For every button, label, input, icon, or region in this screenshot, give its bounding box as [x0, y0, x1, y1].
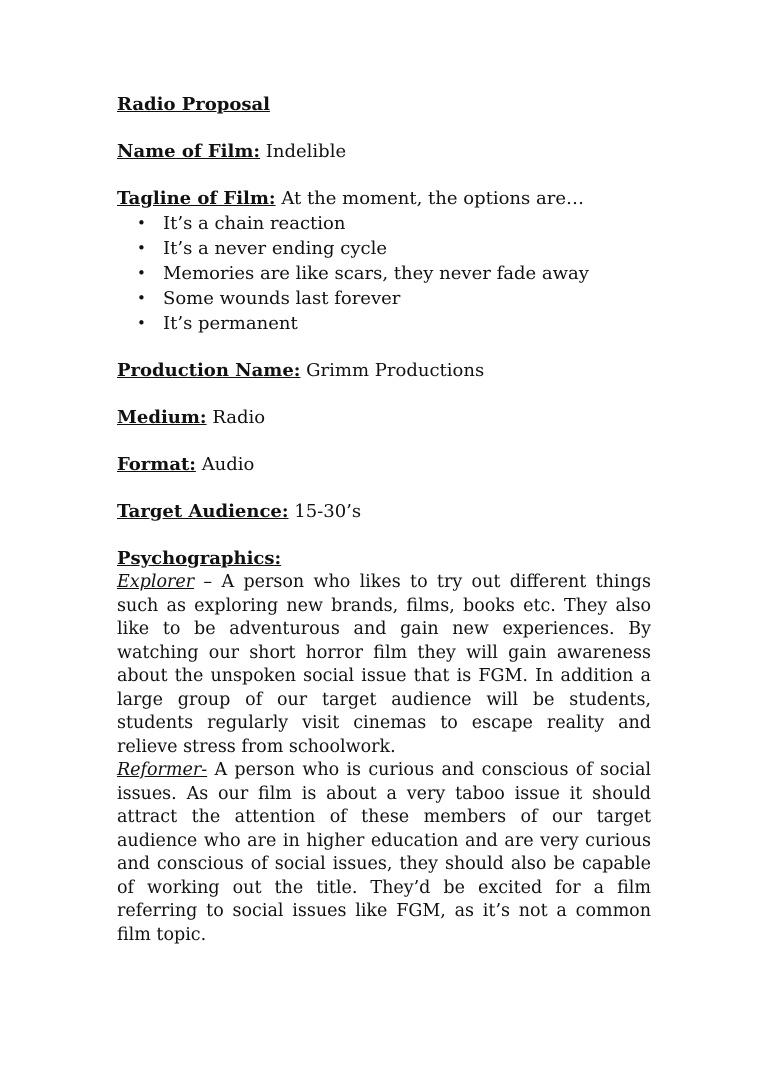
explorer-paragraph — [117, 571, 651, 759]
target-audience-label: Target Audience: — [117, 501, 289, 522]
explorer-term: Explorer — [117, 572, 195, 592]
reformer-term: Reformer- — [117, 760, 208, 780]
production-name-field — [117, 358, 651, 383]
production-name-label: Production Name: — [117, 360, 301, 381]
medium-field — [117, 405, 651, 430]
proposal-body — [117, 92, 651, 947]
film-name-value: Indelible — [265, 141, 347, 162]
reformer-paragraph — [117, 759, 651, 947]
format-field — [117, 452, 651, 477]
format-value: Audio — [201, 454, 255, 475]
film-name-label: Name of Film: — [117, 141, 261, 162]
production-name-value: Grimm Productions — [306, 360, 485, 381]
list-item: • It’s permanent — [163, 311, 651, 336]
reformer-text: A person who is curious and conscious of social issues. As our film is about a very taboo issue it should attract the attention of these members of our target audience who are in higher education and are very curious and conscious of social issues, they should also be capable of working out the title. They’d be excited for a film referring to social issues like FGM, as it’s not a common film topic. — [117, 760, 651, 945]
target-audience-value: 15-30’s — [294, 501, 362, 522]
format-label: Format: — [117, 454, 196, 475]
list-item: • Memories are like scars, they never fade away — [163, 261, 651, 286]
list-item: • It’s a chain reaction — [163, 211, 651, 236]
list-item: • It’s a never ending cycle — [163, 236, 651, 261]
tagline-options-list — [117, 211, 651, 336]
tagline-field — [117, 186, 651, 211]
target-audience-field — [117, 499, 651, 524]
medium-label: Medium: — [117, 407, 207, 428]
tagline-intro: At the moment, the options are… — [281, 188, 584, 209]
psychographics-heading: Psychographics: — [117, 548, 282, 569]
film-name-field — [117, 139, 651, 164]
medium-value: Radio — [212, 407, 266, 428]
list-item: • Some wounds last forever — [163, 286, 651, 311]
explorer-text: – A person who likes to try out different things such as exploring new brands, films, books etc. They also like to be adventurous and gain new experiences. By watching our short horror film they will gain awareness about the unspoken social issue that is FGM. In addition a large group of our target audience will be students, students regularly visit cinemas to escape reality and relieve stress from schoolwork. — [117, 572, 651, 757]
document-title: Radio Proposal — [117, 94, 270, 115]
tagline-label: Tagline of Film: — [117, 188, 276, 209]
